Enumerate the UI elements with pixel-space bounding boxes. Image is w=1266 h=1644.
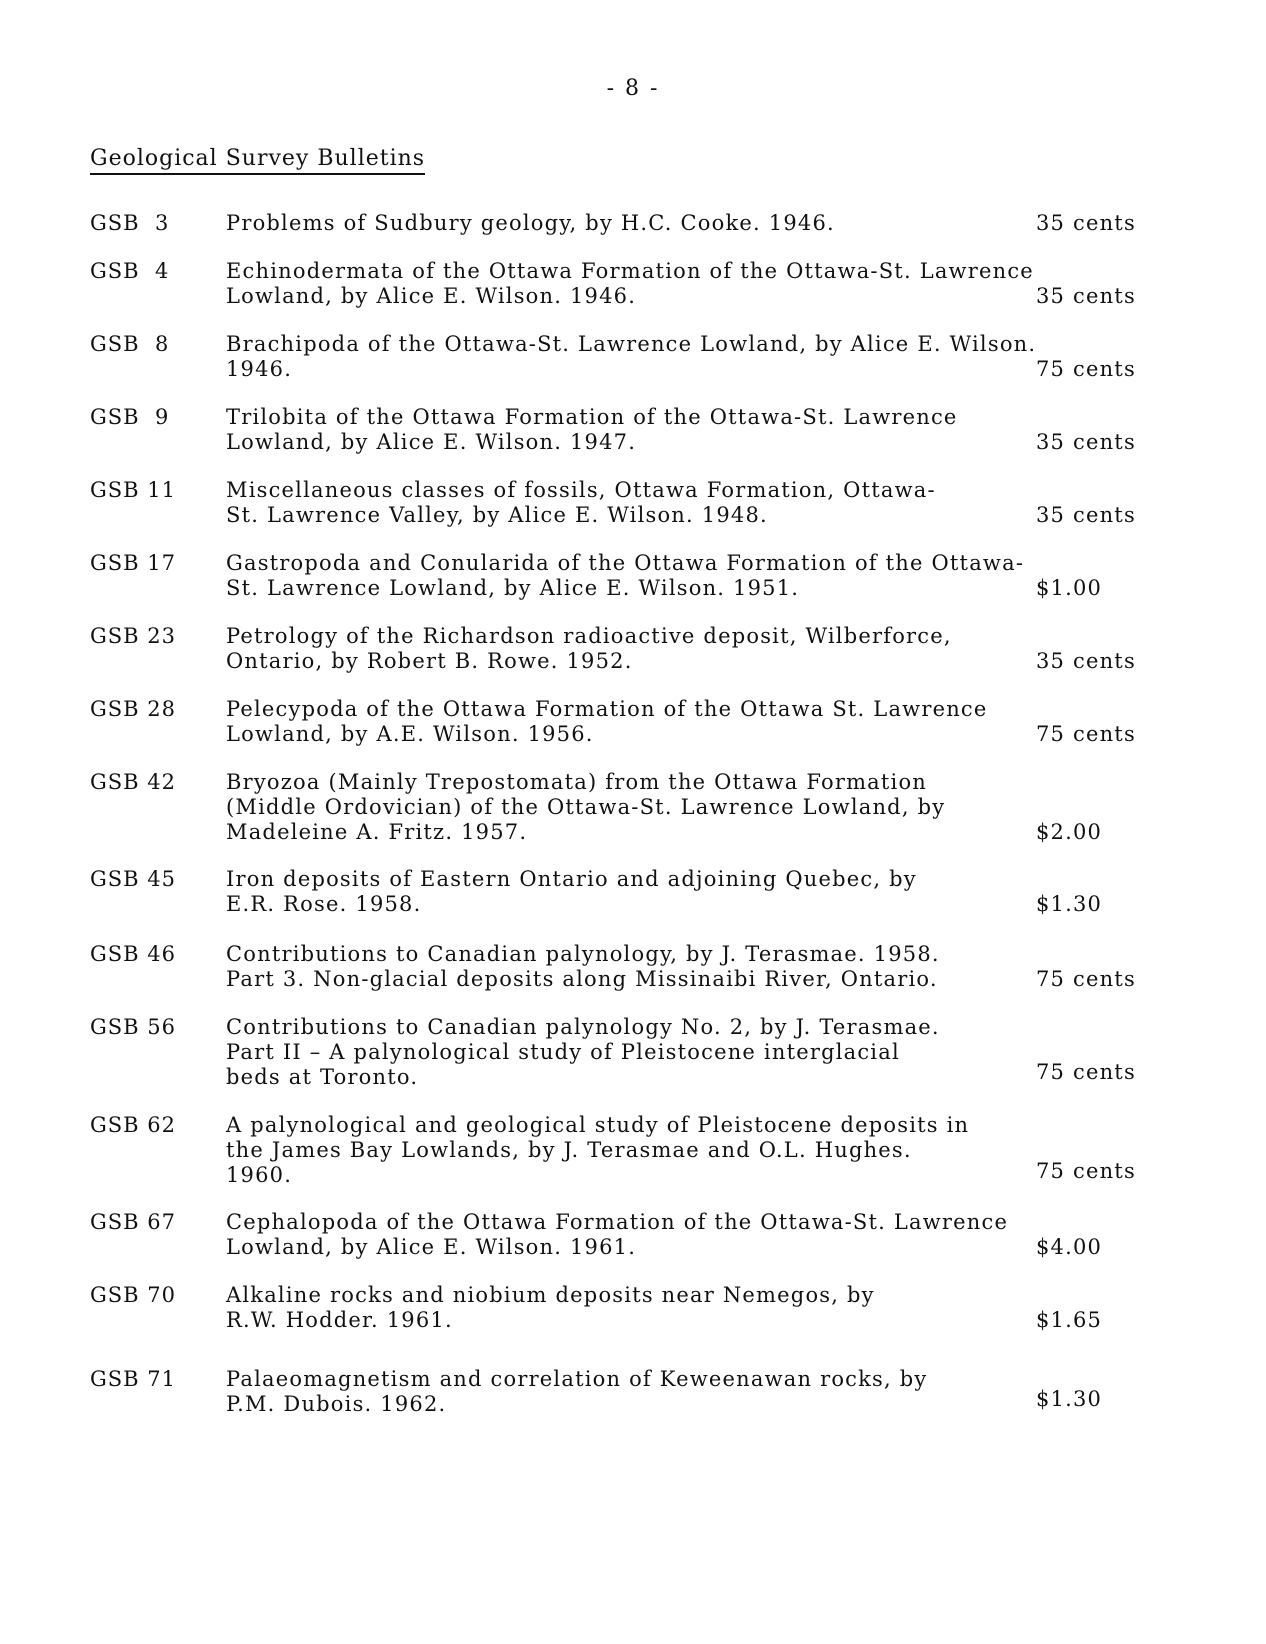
description-line: P.M. Dubois. 1962.	[226, 1392, 447, 1416]
bulletin-code: GSB 62	[90, 1113, 176, 1137]
bulletin-description	[226, 405, 1026, 455]
bulletin-price: $4.00	[1036, 1235, 1103, 1259]
description-line: E.R. Rose. 1958.	[226, 892, 422, 916]
description-line: Bryozoa (Mainly Trepostomata) from the Ottawa Formation	[226, 770, 928, 794]
description-line: Alkaline rocks and niobium deposits near Nemegos, by	[226, 1283, 875, 1307]
bulletin-price: 35 cents	[1036, 211, 1136, 235]
section-heading: Geological Survey Bulletins	[90, 146, 425, 175]
bulletin-description	[226, 624, 1026, 674]
bulletin-code: GSB 67	[90, 1210, 176, 1234]
bulletin-code: GSB 9	[90, 405, 170, 429]
description-line: Part II – A palynological study of Pleistocene interglacial	[226, 1040, 900, 1064]
bulletin-price: 75 cents	[1036, 1159, 1136, 1183]
description-line: Cephalopoda of the Ottawa Formation of the Ottawa-St. Lawrence	[226, 1210, 1009, 1234]
page-number: - 8 -	[606, 76, 660, 101]
description-line: beds at Toronto.	[226, 1065, 419, 1089]
bulletin-description	[226, 259, 1034, 309]
description-line: Contributions to Canadian palynology No. 2, by J. Terasmae.	[226, 1015, 940, 1039]
bulletin-price: 35 cents	[1036, 284, 1136, 308]
bulletin-code: GSB 4	[90, 259, 170, 283]
bulletin-code: GSB 23	[90, 624, 176, 648]
bulletin-code: GSB 45	[90, 867, 176, 891]
description-line: Iron deposits of Eastern Ontario and adjoining Quebec, by	[226, 867, 917, 891]
bulletin-code: GSB 8	[90, 332, 170, 356]
description-line: Echinodermata of the Ottawa Formation of the Ottawa-St. Lawrence	[226, 259, 1034, 283]
bulletin-price: $1.30	[1036, 1387, 1103, 1411]
bulletin-description	[226, 332, 1037, 382]
bulletin-code: GSB 70	[90, 1283, 176, 1307]
description-line: St. Lawrence Lowland, by Alice E. Wilson. 1951.	[226, 576, 800, 600]
bulletin-description	[226, 1015, 1026, 1090]
description-line: Madeleine A. Fritz. 1957.	[226, 820, 528, 844]
description-line: St. Lawrence Valley, by Alice E. Wilson. 1948.	[226, 503, 768, 527]
bulletin-price: $2.00	[1036, 820, 1103, 844]
description-line: Lowland, by A.E. Wilson. 1956.	[226, 722, 594, 746]
bulletin-code: GSB 11	[90, 478, 176, 502]
bulletin-price: 35 cents	[1036, 430, 1136, 454]
description-line: the James Bay Lowlands, by J. Terasmae and O.L. Hughes.	[226, 1138, 912, 1162]
bulletin-description	[226, 867, 1026, 917]
description-line: Lowland, by Alice E. Wilson. 1961.	[226, 1235, 637, 1259]
bulletin-code: GSB 56	[90, 1015, 176, 1039]
description-line: Brachipoda of the Ottawa-St. Lawrence Lowland, by Alice E. Wilson.	[226, 332, 1037, 356]
description-line: (Middle Ordovician) of the Ottawa-St. Lawrence Lowland, by	[226, 795, 946, 819]
description-line: A palynological and geological study of Pleistocene deposits in	[226, 1113, 970, 1137]
description-line: Part 3. Non-glacial deposits along Missinaibi River, Ontario.	[226, 967, 938, 991]
description-line: Problems of Sudbury geology, by H.C. Cooke. 1946.	[226, 211, 835, 235]
description-line: R.W. Hodder. 1961.	[226, 1308, 453, 1332]
bulletin-price: 35 cents	[1036, 649, 1136, 673]
bulletin-price: 75 cents	[1036, 357, 1136, 381]
bulletin-price: 75 cents	[1036, 1060, 1136, 1084]
bulletin-price: $1.30	[1036, 892, 1103, 916]
description-line: 1946.	[226, 357, 293, 381]
description-line: Ontario, by Robert B. Rowe. 1952.	[226, 649, 633, 673]
bulletin-price: 35 cents	[1036, 503, 1136, 527]
description-line: Trilobita of the Ottawa Formation of the Ottawa-St. Lawrence	[226, 405, 958, 429]
description-line: Pelecypoda of the Ottawa Formation of the Ottawa St. Lawrence	[226, 697, 988, 721]
bulletin-description	[226, 1367, 1026, 1417]
bulletin-description	[226, 551, 1026, 601]
bulletin-description	[226, 942, 1026, 992]
description-line: Miscellaneous classes of fossils, Ottawa Formation, Ottawa-	[226, 478, 936, 502]
bulletin-price: $1.00	[1036, 576, 1103, 600]
bulletin-description	[226, 1210, 1026, 1260]
description-line: Lowland, by Alice E. Wilson. 1946.	[226, 284, 637, 308]
bulletin-code: GSB 46	[90, 942, 176, 966]
bulletin-code: GSB 17	[90, 551, 176, 575]
bulletin-code: GSB 3	[90, 211, 170, 235]
description-line: Petrology of the Richardson radioactive deposit, Wilberforce,	[226, 624, 952, 648]
bulletin-description	[226, 1113, 1026, 1188]
bulletin-description	[226, 770, 1026, 845]
description-line: Contributions to Canadian palynology, by J. Terasmae. 1958.	[226, 942, 940, 966]
bulletin-code: GSB 42	[90, 770, 176, 794]
bulletin-description	[226, 1283, 1026, 1333]
bulletin-code: GSB 28	[90, 697, 176, 721]
bulletin-description	[226, 211, 1026, 236]
bulletin-price: 75 cents	[1036, 967, 1136, 991]
bulletin-description	[226, 478, 1026, 528]
description-line: 1960.	[226, 1163, 293, 1187]
bulletin-price: 75 cents	[1036, 722, 1136, 746]
description-line: Palaeomagnetism and correlation of Keweenawan rocks, by	[226, 1367, 928, 1391]
bulletin-price: $1.65	[1036, 1308, 1103, 1332]
description-line: Gastropoda and Conularida of the Ottawa Formation of the Ottawa-	[226, 551, 1025, 575]
bulletin-description	[226, 697, 1026, 747]
description-line: Lowland, by Alice E. Wilson. 1947.	[226, 430, 637, 454]
bulletin-code: GSB 71	[90, 1367, 176, 1391]
